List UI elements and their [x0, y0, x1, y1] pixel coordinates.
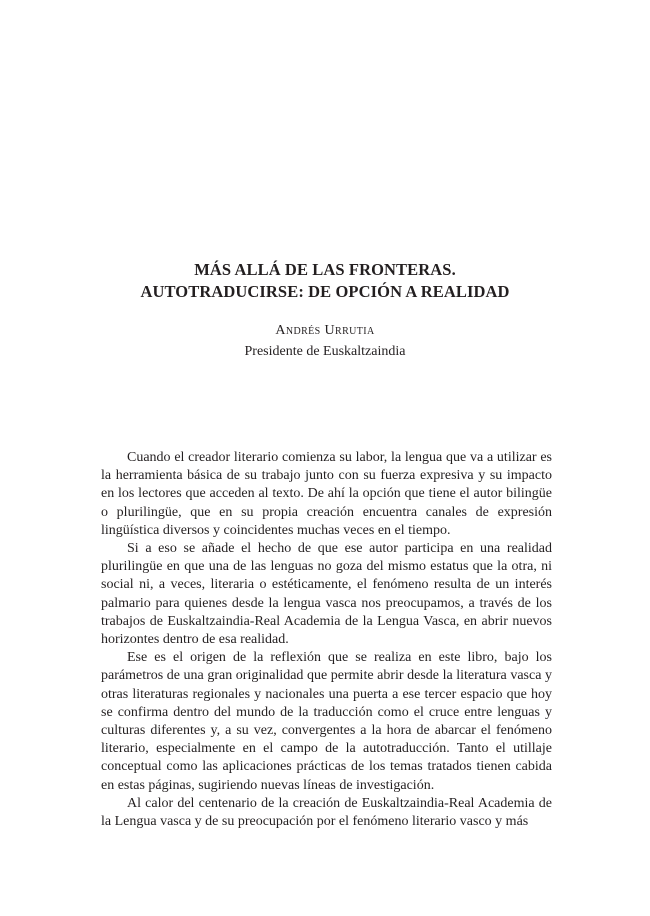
author-block [0, 320, 650, 362]
chapter-title-line-2: AUTOTRADUCIRSE: DE OPCIÓN A REALIDAD [140, 282, 510, 301]
paragraph: Al calor del centenario de la creación de Euskaltzaindia-Real Academia de la Lengua vasca y de su preocupación por el fenómeno literario vasco y más [101, 795, 552, 830]
paragraph: Cuando el creador literario comienza su labor, la lengua que va a utilizar es la herramienta básica de su trabajo junto con su fuerza expresiva y su impacto en los lectores que acceden al texto. De ahí la opción que tiene el autor bilingüe o plurilingüe, que en su propia creación encuentra canales de expresión lingüística diversos y coincidentes muchas veces en el tiempo. [101, 450, 552, 538]
paragraph: Si a eso se añade el hecho de que ese autor participa en una realidad plurilingüe en que una de las lenguas no goza del mismo estatus que la otra, ni social ni, a veces, literaria o estéticamente, el fenómeno resulta de un interés palmario para quienes desde la lengua vasca nos preocupamos, a través de los trabajos de Euskaltzaindia-Real Academia de la Lengua Vasca, en abrir nuevos horizontes dentro de esa realidad. [101, 541, 552, 648]
chapter-title [0, 259, 650, 303]
body-text [101, 449, 552, 831]
author-name: Andrés Urrutia [275, 323, 375, 338]
paragraph: Ese es el origen de la reflexión que se realiza en este libro, bajo los parámetros de una gran originalidad que permite abrir desde la literatura vasca y otras literaturas regionales y nacionales una puerta a ese tercer espacio que hoy se confirma dentro del mundo de la traducción como el cruce entre lenguas y culturas diferentes y, a su vez, convergentes a la hora de abarcar el fenómeno literario, especialmente en el campo de la autotraducción. Tanto el utillaje conceptual como las aplicaciones prácticas de los temas tratados tienen cabida en estas páginas, sugiriendo nuevas líneas de investigación. [101, 650, 552, 793]
chapter-title-line-1: MÁS ALLÁ DE LAS FRONTERAS. [194, 260, 456, 279]
author-role: Presidente de Euskaltzaindia [244, 344, 406, 359]
